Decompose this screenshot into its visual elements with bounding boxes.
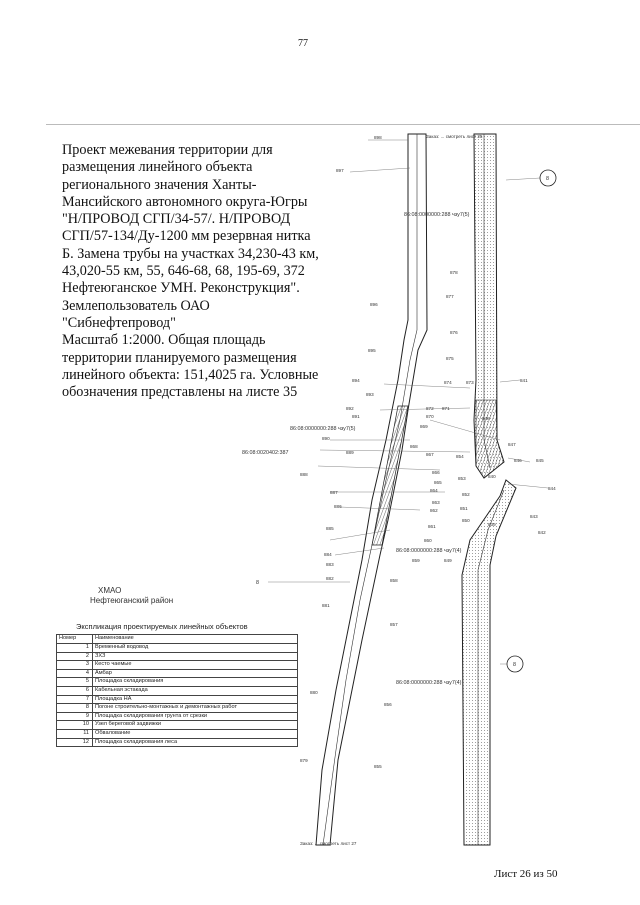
point-label: 863 (432, 500, 440, 505)
point-label: 872 (426, 406, 434, 411)
point-label: 857 (390, 622, 398, 627)
point-label: 849 (444, 558, 452, 563)
legend-name: Площадка НА (93, 695, 298, 704)
point-label: 851 (460, 506, 468, 511)
page-number: 77 (298, 38, 308, 49)
point-label: 843 (530, 514, 538, 519)
point-label: 856 (384, 702, 392, 707)
cadastral-label: 86:08:0000000:288 чзу7(5) (404, 212, 470, 218)
point-label: 880 (310, 690, 318, 695)
title-line: Б. Замена трубы на участках 34,230-43 км, (62, 245, 319, 262)
point-label: 869 (420, 424, 428, 429)
point-label: 885 (326, 526, 334, 531)
legend-num: 3 (57, 661, 93, 670)
legend-table (56, 634, 298, 747)
legend-name: Амбар (93, 669, 298, 678)
title-line: линейного объекта: 151,4025 га. Условные (62, 366, 319, 383)
legend-name: Обвалование (93, 729, 298, 738)
point-label: 861 (428, 524, 436, 529)
svg-text:8: 8 (546, 176, 549, 182)
right-corridor-hatched-zone (476, 400, 504, 478)
point-label: 896 (370, 302, 378, 307)
legend-row (57, 712, 298, 721)
sheet-reference-note: Заказ: ... смотреть лист 27 (300, 841, 357, 846)
title-line: размещения линейного объекта (62, 159, 253, 176)
point-label: 886 (334, 504, 342, 509)
legend-header-row (57, 635, 298, 644)
legend-name: Временный водовод (93, 644, 298, 653)
title-line: "Н/ПРОВОД СГП/34-57/. Н/ПРОВОД (62, 211, 291, 228)
point-label: 850 (462, 518, 470, 523)
region-label (90, 586, 173, 606)
point-label: 882 (326, 576, 334, 581)
point-label: 891 (352, 414, 360, 419)
title-line: Проект межевания территории для (62, 142, 273, 158)
legend-row (57, 644, 298, 653)
point-label: 866 (432, 470, 440, 475)
point-label: 842 (538, 530, 546, 535)
legend-num: 6 (57, 686, 93, 695)
point-label: 862 (430, 508, 438, 513)
legend-row (57, 729, 298, 738)
legend-row (57, 678, 298, 687)
marker-label: 8 (256, 580, 259, 586)
title-line: Нефтеюганское УМН. Реконструкция". (62, 280, 300, 297)
point-label: 847 (508, 442, 516, 447)
legend-num: 10 (57, 721, 93, 730)
point-label: 892 (346, 406, 354, 411)
point-label: 848 (482, 416, 490, 421)
legend-name: Площадка складирования грунта от срезки (93, 712, 298, 721)
legend-num: 2 (57, 652, 93, 661)
title-line: "Сибнефтепровод" (62, 314, 176, 331)
legend-name: Погоне строительно-монтажных и демонтажных работ (93, 704, 298, 713)
circle-marker (540, 170, 556, 186)
cadastral-label: 86:08:0020402:387 (242, 450, 289, 456)
legend-row (57, 721, 298, 730)
legend-num: 1 (57, 644, 93, 653)
point-label: 870 (426, 414, 434, 419)
legend-row (57, 704, 298, 713)
point-label: 853 (458, 476, 466, 481)
legend-name: Площадка складирования леса (93, 738, 298, 747)
point-label: 871 (442, 406, 450, 411)
legend-num: 5 (57, 678, 93, 687)
legend-num: 11 (57, 729, 93, 738)
legend-num: 12 (57, 738, 93, 747)
legend-name: Узел береговой задвижки (93, 721, 298, 730)
point-label: 881 (322, 603, 330, 608)
legend-row (57, 686, 298, 695)
cadastral-label: 86:08:0000000:288 чзу7(4) (396, 680, 462, 686)
svg-text:8: 8 (513, 662, 516, 668)
point-label: 887 (330, 490, 338, 495)
point-label: 877 (446, 294, 454, 299)
sheet-number: Лист 26 из 50 (494, 868, 558, 880)
legend-caption: Экспликация проектируемых линейных объектов (76, 622, 248, 631)
point-label: 859 (412, 558, 420, 563)
legend-name: Площадка складирования (93, 678, 298, 687)
point-label: 879 (300, 758, 308, 763)
point-label: 890 (322, 436, 330, 441)
point-label: 893 (366, 392, 374, 397)
point-label: 865 (434, 480, 442, 485)
point-label: 876 (450, 330, 458, 335)
cadastral-label: 86:08:0000000:288 чзу7(5) (290, 426, 356, 432)
legend-row (57, 695, 298, 704)
legend-name: Кабельная эстакада (93, 686, 298, 695)
point-label: 897 (336, 168, 344, 173)
title-line: территории планируемого размещения (62, 349, 297, 366)
point-label: 868 (410, 444, 418, 449)
point-label: 846 (514, 458, 522, 463)
legend-num: 4 (57, 669, 93, 678)
title-line: 43,020-55 км, 55, 646-68, 68, 195-69, 372 (62, 263, 305, 280)
title-line: Масштаб 1:2000. Общая площадь (62, 332, 266, 349)
point-label: 864 (430, 488, 438, 493)
title-line: Землепользователь ОАО (62, 297, 210, 314)
point-label: 854 (456, 454, 464, 459)
title-line: обозначения представлены на листе 35 (62, 384, 298, 401)
legend-num: 9 (57, 712, 93, 721)
title-line: регионального значения Ханты- (62, 176, 257, 193)
point-label: 844 (548, 486, 556, 491)
legend-name: ЗХЗ (93, 652, 298, 661)
point-label: 888 (300, 472, 308, 477)
region-line: ХМАО (98, 586, 122, 595)
point-label: 852 (462, 492, 470, 497)
legend-name: Кесто чаемые (93, 661, 298, 670)
sheet-reference-note: Заказ: ... смотреть лист 25 (426, 134, 483, 139)
point-labels (300, 135, 556, 769)
legend-header-num: Номер (57, 635, 93, 644)
point-label: 867 (426, 452, 434, 457)
cadastral-label: 86:08:0000000:288 чзу7(4) (396, 548, 462, 554)
legend-num: 7 (57, 695, 93, 704)
point-label: 883 (326, 562, 334, 567)
point-label: 898 (374, 135, 382, 140)
legend-row (57, 669, 298, 678)
point-label: 873 (466, 380, 474, 385)
point-label: 878 (450, 270, 458, 275)
title-line: СГП/57-134/Ду-1200 мм резервная нитка (62, 228, 311, 245)
point-label: 875 (446, 356, 454, 361)
point-label: 839 (488, 522, 496, 527)
legend-row (57, 652, 298, 661)
point-label: 889 (346, 450, 354, 455)
circle-marker (507, 656, 523, 672)
point-label: 840 (488, 474, 496, 479)
point-label: 894 (352, 378, 360, 383)
point-label: 858 (390, 578, 398, 583)
legend-row (57, 661, 298, 670)
legend-num: 8 (57, 704, 93, 713)
point-label: 874 (444, 380, 452, 385)
point-label: 845 (536, 458, 544, 463)
point-label: 841 (520, 378, 528, 383)
point-label: 895 (368, 348, 376, 353)
region-line: Нефтеюганский район (90, 596, 174, 605)
legend-row (57, 738, 298, 747)
legend-header-name: Наименование (93, 635, 298, 644)
point-label: 860 (424, 538, 432, 543)
point-label: 855 (374, 764, 382, 769)
title-line: Мансийского автономного округа-Югры (62, 193, 308, 210)
point-label: 884 (324, 552, 332, 557)
